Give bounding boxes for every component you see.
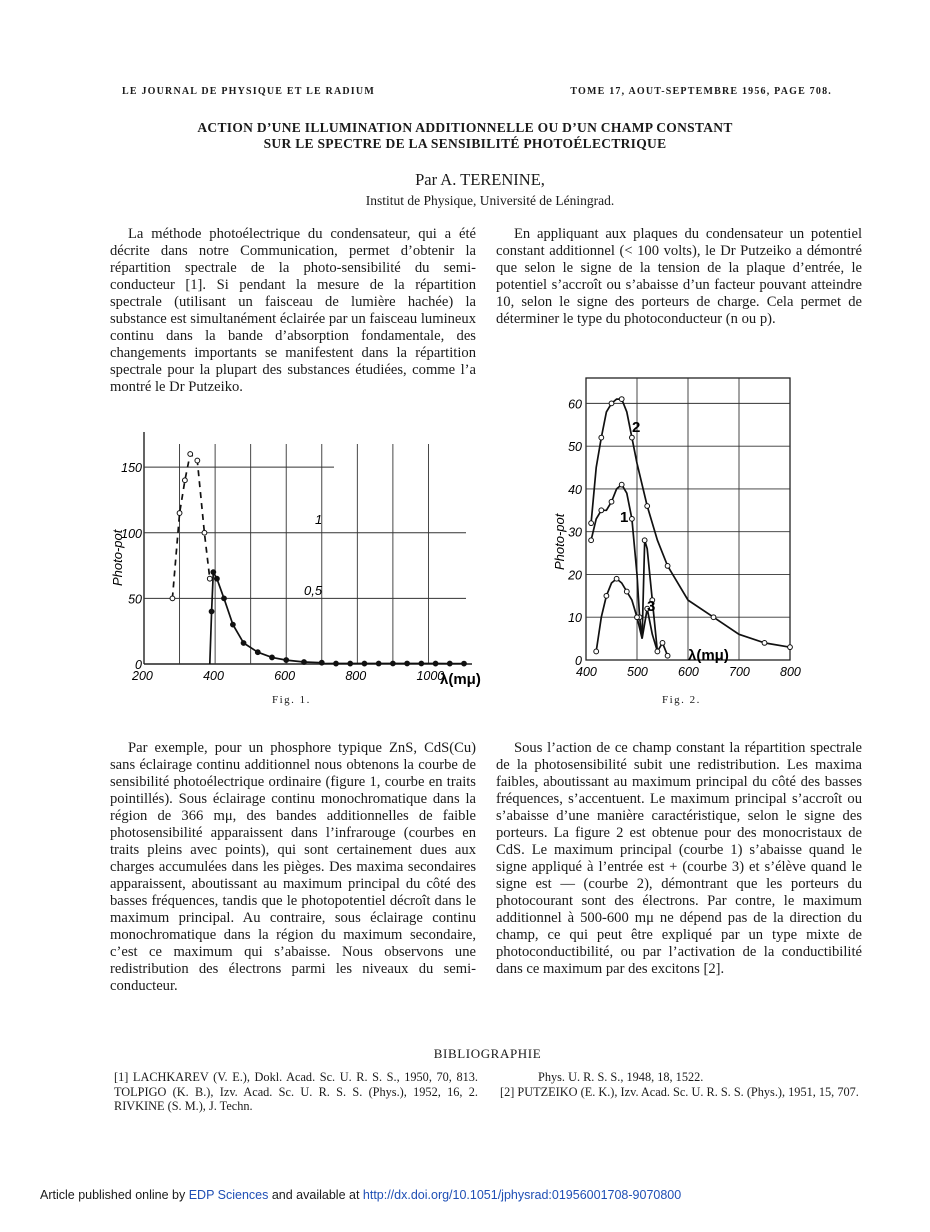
figure-2-data-point bbox=[614, 576, 619, 581]
figure-2-series-3-label: 3 bbox=[647, 598, 656, 615]
figure-1-data-point bbox=[170, 596, 175, 601]
figure-2-x-tick-label: 800 bbox=[780, 665, 801, 679]
figure-2-y-tick-label: 50 bbox=[568, 440, 582, 455]
figure-1-data-point bbox=[390, 661, 395, 666]
figure-1-data-point bbox=[419, 661, 424, 666]
figure-1-data-point bbox=[209, 609, 214, 614]
figure-2-data-point bbox=[599, 435, 604, 440]
figure-1-y-tick-label: 50 bbox=[128, 592, 142, 607]
figure-2-data-point bbox=[665, 564, 670, 569]
volume-info: TOME 17, AOUT-SEPTEMBRE 1956, PAGE 708. bbox=[570, 86, 832, 97]
figure-1-grid bbox=[144, 432, 472, 664]
figure-2-data-point bbox=[619, 397, 624, 402]
figure-2-y-tick-label: 40 bbox=[568, 482, 582, 497]
paragraph-2: En appliquant aux plaques du condensateur un potentiel constant additionnel (< 100 volts), le Dr Putzeiko a démontré que selon le signe de la tension de la plaque d’entrée, le potentiel s’accroît ou s’abaisse d’un facteur pouvant atteindre 10, selon le signe des porteurs de charge. Cela permet de déterminer le type du photoconducteur (n ou p). bbox=[496, 226, 862, 327]
figure-1-x-tick-label: 400 bbox=[203, 669, 224, 683]
figure-2-data-point bbox=[645, 504, 650, 509]
figure-2-x-tick-label: 500 bbox=[627, 665, 648, 679]
figure-1-caption: Fig. 1. bbox=[272, 694, 311, 706]
bibliography-right: Phys. U. R. S. S., 1948, 18, 1522. [2] PUTZEIKO (E. K.), Izv. Acad. Sc. U. R. S. S. (Phys.), 1951, 15, 707. bbox=[500, 1070, 859, 1099]
figure-1-x-tick-label: 600 bbox=[274, 669, 296, 683]
figure-1-data-point bbox=[447, 661, 452, 666]
figure-1-data-point bbox=[302, 660, 307, 665]
figure-2-data-point bbox=[788, 645, 793, 650]
figure-1-x-ticks bbox=[131, 669, 444, 683]
bibliography-left: [1] LACHKAREV (V. E.), Dokl. Acad. Sc. U. R. S. S., 1950, 70, 813. TOLPIGO (K. B.), Izv. Acad. Sc. U. R. S. S. (Phys.), 1952, 16, 2. RIVKINE (S. M.), J. Techn. bbox=[114, 1070, 478, 1113]
paragraph-4: Sous l’action de ce champ constant la répartition spectrale de la photosensibilité subit une redistribution. Les maxima faibles, aboutissant au maximum principal du côté des basses fréquences, s’accentuent. Le maximum principal s’accroît ou s’abaisse d’une manière caractéristique, selon le signe des porteurs. La figure 2 est obtenue pour des monocristaux de CdS. Le maximum principal (courbe 1) s’abaisse quand le signe appliqué à l’entrée est + (courbe 3) et s’élève quand le signe est — (courbe 2), démontrant que les porteurs du photocourant sont des électrons. Par contre, le maximum additionnel à 500-600 mμ ne dépend pas de la direction du champ, ce qui peut être expliqué par un type mixte de photoconductibilité, ou par l’activation de la conductibilité dans ce maximum par des excitons [2]. bbox=[496, 740, 862, 977]
figure-1-y-tick-label: 150 bbox=[121, 461, 142, 476]
figure-1-y-tick-label: 100 bbox=[121, 526, 142, 541]
figure-1-annotation-0-5: 0,5 bbox=[304, 583, 323, 598]
journal-name: LE JOURNAL DE PHYSIQUE ET LE RADIUM bbox=[122, 86, 375, 97]
figure-2-x-tick-label: 400 bbox=[576, 665, 597, 679]
figure-2-series-2-label: 2 bbox=[632, 419, 641, 436]
figure-1-data-point bbox=[270, 655, 275, 660]
figure-1-x-tick-label: 1000 bbox=[416, 669, 445, 683]
figure-2-x-ticks bbox=[576, 665, 801, 679]
paragraph-3: Par exemple, pour un phosphore typique ZnS, CdS(Cu) sans éclairage continu additionnel nous obtenons la courbe de sensibilité photoélectrique ordinaire (figure 1, courbe en traits pointillés). Sous éclairage continu monochromatique dans la région de 366 mμ, des bandes additionnelles de faible photosensibilité apparaissent dans l’infrarouge (courbes en traits pleins avec points), qui sont certainement dues aux charges accumulées dans les pièges. Des maxima secondaires apparaissent, aboutissant au maximum principal du côté des basses fréquences, tandis que le photopotentiel décroît dans le maximum principal. Au contraire, sous éclairage continu monochromatique dans la région du maximum secondaire, c’est ce maximum qui s’abaisse. Nous observons une redistribution des électrons parmi les niveaux du semi-conducteur. bbox=[110, 740, 476, 994]
figure-2-y-tick-label: 0 bbox=[575, 654, 582, 668]
figure-1-points bbox=[170, 452, 466, 666]
figure-2-data-point bbox=[762, 640, 767, 645]
figure-1-xlabel: λ(mμ) bbox=[440, 671, 481, 688]
figure-1-data-point bbox=[188, 452, 193, 457]
figure-2-data-point bbox=[589, 538, 594, 543]
figure-1-data-point bbox=[319, 660, 324, 665]
figure-2-data-point bbox=[589, 521, 594, 526]
figure-2-data-point bbox=[635, 615, 640, 620]
bibliography-title: BIBLIOGRAPHIE bbox=[433, 1046, 542, 1061]
figure-1-data-point bbox=[362, 661, 367, 666]
figure-2-x-tick-label: 700 bbox=[729, 665, 750, 679]
figure-1-data-point bbox=[348, 661, 353, 666]
figure-1-curves bbox=[172, 454, 464, 664]
figure-1-data-point bbox=[255, 650, 260, 655]
footer-note: Article published online by EDP Sciences and available at http://dx.doi.org/10.1051/jphysrad:01956001708-9070800 bbox=[40, 1188, 682, 1202]
figure-2-data-point bbox=[609, 499, 614, 504]
figure-2-points bbox=[589, 397, 793, 658]
figure-1-data-point bbox=[241, 641, 246, 646]
figure-1-x-tick-label: 200 bbox=[132, 669, 153, 683]
figure-2-data-point bbox=[609, 401, 614, 406]
figure-1-chart bbox=[104, 424, 484, 692]
figure-1-series-line bbox=[172, 454, 209, 598]
figure-1-data-point bbox=[284, 658, 289, 663]
doi-link[interactable]: http://dx.doi.org/10.1051/jphysrad:01956001708-9070800 bbox=[362, 1188, 682, 1202]
figure-1-data-point bbox=[207, 576, 212, 581]
figure-1-x-tick-label: 800 bbox=[345, 669, 367, 683]
figure-2-data-point bbox=[642, 538, 647, 543]
figure-2-y-tick-label: 20 bbox=[568, 568, 582, 583]
figure-2-y-tick-label: 60 bbox=[568, 397, 582, 412]
figure-1-data-point bbox=[222, 596, 227, 601]
figure-2-y-tick-label: 10 bbox=[568, 611, 582, 626]
figure-2-data-point bbox=[665, 653, 670, 658]
figure-2-series-1-label: 1 bbox=[620, 509, 629, 526]
figure-2-data-point bbox=[655, 649, 660, 654]
figure-1-data-point bbox=[334, 661, 339, 666]
figure-1-data-point bbox=[195, 458, 200, 463]
figure-1-data-point bbox=[376, 661, 381, 666]
figure-1-data-point bbox=[405, 661, 410, 666]
figure-1-annotation-1: 1 bbox=[315, 512, 323, 527]
figure-2-chart bbox=[548, 370, 808, 690]
figure-2-data-point bbox=[619, 482, 624, 487]
figure-2-data-point bbox=[630, 516, 635, 521]
figure-2-data-point bbox=[594, 649, 599, 654]
figure-2-data-point bbox=[660, 640, 665, 645]
figure-2-caption: Fig. 2. bbox=[662, 694, 701, 706]
figure-2-y-ticks bbox=[567, 397, 582, 668]
figure-1-data-point bbox=[202, 530, 207, 535]
affiliation: Institut de Physique, Université de Léningrad. bbox=[365, 193, 615, 208]
article-title-line1: ACTION D’UNE ILLUMINATION ADDITIONNELLE OU D’UN CHAMP CONSTANT bbox=[197, 120, 733, 135]
figure-2-data-point bbox=[711, 615, 716, 620]
figure-2-xlabel: λ(mμ) bbox=[688, 647, 729, 664]
figure-2-x-tick-label: 600 bbox=[678, 665, 699, 679]
figure-1-data-point bbox=[230, 622, 235, 627]
figure-1-data-point bbox=[433, 661, 438, 666]
paragraph-1: La méthode photoélectrique du condensateur, qui a été décrite dans notre Communication, permet d’obtenir la répartition spectrale de la photo-sensibilité du semi-conducteur [1]. Si pendant la mesure de la répartition spectrale (utilisant un faisceau de lumière hachée) la substance est simultanément éclairée par un faisceau lumineux continu dans la bande d’absorption fondamentale, des changements importants se manifestent dans la répartition spectrale pour la plupart des substances étudiées, comme l’a montré le Dr Putzeiko. bbox=[110, 226, 476, 395]
figure-2-data-point bbox=[604, 593, 609, 598]
figure-2-ylabel: Photo-pot bbox=[552, 513, 567, 570]
edp-sciences-link[interactable]: EDP Sciences bbox=[188, 1188, 269, 1202]
figure-1-data-point bbox=[177, 511, 182, 516]
figure-2-y-tick-label: 30 bbox=[568, 525, 582, 540]
figure-1-data-point bbox=[211, 570, 216, 575]
author: Par A. TERENINE, bbox=[415, 170, 545, 189]
figure-1-data-point bbox=[182, 478, 187, 483]
figure-2-data-point bbox=[599, 508, 604, 513]
figure-1-y-tick-label: 0 bbox=[135, 658, 142, 672]
figure-2-grid bbox=[586, 378, 790, 660]
figure-2-data-point bbox=[624, 589, 629, 594]
figure-1-ylabel: Photo-pot bbox=[110, 529, 125, 586]
figure-1-data-point bbox=[214, 576, 219, 581]
figure-1-data-point bbox=[462, 661, 467, 666]
article-title-line2: SUR LE SPECTRE DE LA SENSIBILITÉ PHOTOÉLECTRIQUE bbox=[263, 136, 667, 151]
